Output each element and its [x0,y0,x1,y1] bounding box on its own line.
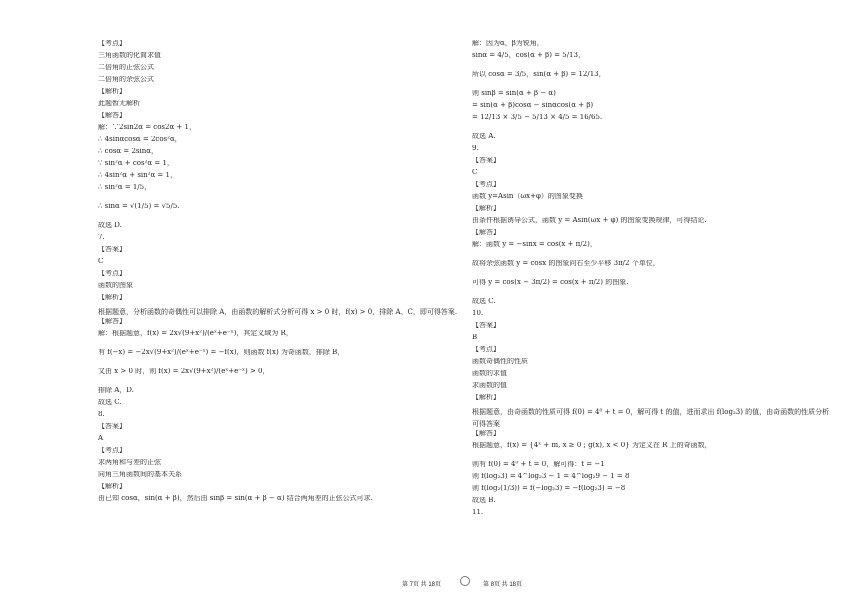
text-line: ∵ sin²α + cos²α = 1， [98,160,174,167]
text-line: 【解答】 [98,112,126,119]
text-line: 排除 A，D. [98,387,134,394]
page-number-left: 第 7页 共 18页 [402,582,442,588]
text-line: 【解析】 [98,294,126,301]
text-line: 解：因为α，β为锐角， [472,40,544,47]
text-line: 【答案】 [472,157,500,164]
text-line: 则 sinβ = sin(α + β − α) [472,90,556,97]
text-line: 函数奇偶性的性质 [472,358,528,365]
page-divider-icon [460,576,470,586]
text-line: 故选 C. [98,399,122,406]
text-line: 【答案】 [472,322,500,329]
text-line: 此题暂无解析 [98,100,140,107]
text-line: 所以 cosα = 3/5，sin(α + β) = 12/13， [472,71,606,78]
text-line: 【解答】 [98,318,126,325]
text-line: 【考点】 [472,346,500,353]
text-line: 三角函数的化简求值 [98,52,161,59]
text-line: 根据题意，由奇函数的性质可得 f(0) = 4⁰ + t = 0，解可得 t 的值，进而求出 f(log₂3) 的值，由奇函数的性质分析可得答案 [472,408,830,428]
text-line: 由已知 cosα，sin(α + β)，然后由 sinβ = sin(α + β − α) 结合两角差的正弦公式可求. [98,495,373,502]
text-line: 则 f(log₂3) = 4^log₂3 − 1 = 4^log₂9 − 1 = 8 [472,473,630,480]
text-line: 故选 B. [472,497,496,504]
text-line: 二倍角的余弦公式 [98,76,154,83]
text-line: C [98,258,104,265]
text-line: 由条件根据诱导公式，函数 y = Asin(ωx + φ) 的图象变换规律，可得结论. [472,217,707,224]
text-line: A [98,435,104,442]
text-line: 解：根据题意，f(x) = 2x√(9+x²)/(eˣ+e⁻ˣ)，其定义域为 R， [98,330,293,337]
text-line: 8. [98,411,105,418]
text-line: 【考点】 [98,447,126,454]
text-line: 故选 D. [98,222,122,229]
text-line: = 12/13 × 3/5 − 5/13 × 4/5 = 16/65. [472,114,603,121]
text-line: 函数的求值 [472,370,507,377]
text-line: 7. [98,234,105,241]
page-number-right: 第 8页 共 18页 [483,582,523,588]
text-line: 求两角和与差的正弦 [98,459,161,466]
text-line: ∴ sinα = √(1/5) = √5/5. [98,203,180,210]
text-line: 【考点】 [472,181,500,188]
text-line: ∴ sin²α = 1/5， [98,184,152,191]
left-column [98,40,462,507]
text-line: ∴ cosα = 2sinα， [98,148,158,155]
text-line: sinα = 4/5，cos(α + β) = 5/13， [472,52,585,59]
text-line: 11. [472,509,484,516]
text-line: ∴ 4sinαcosα = 2cos²α， [98,136,182,143]
text-line: 则有 f(0) = 4⁰ + t = 0，解可得：t = −1 [472,461,605,468]
text-line: 二倍角的正弦公式 [98,64,154,71]
text-line: 根据题意，f(x) = {4ˣ + m, x ≥ 0 ; g(x), x < 0} 为定义在 R 上的奇函数， [472,442,712,449]
text-line: C [472,169,478,176]
text-line: 故选 A. [472,133,496,140]
text-line: 【解析】 [98,88,126,95]
text-line: 故将余弦函数 y = cosx 的图象向右至少平移 3π/2 个单位， [472,260,660,267]
text-line: 可得 y = cos(x − 3π/2) = cos(x + π/2) 的图象. [472,279,629,286]
text-line: 【考点】 [98,270,126,277]
text-line: ∴ 4sin²α + sin²α = 1， [98,172,177,179]
text-line: 【考点】 [98,40,126,47]
text-line: 同角三角函数间的基本关系 [98,471,182,478]
text-line: 【解析】 [98,483,126,490]
text-line: 9. [472,145,479,152]
text-line: 故选 C. [472,298,496,305]
text-line: 又由 x > 0 时，则 f(x) = 2x√(9+x²)/(eˣ+e⁻ˣ) > 0， [98,368,270,375]
text-line: 根据题意，分析函数的奇偶性可以排除 A，由函数的解析式分析可得 x > 0 时，f(x) > 0，排除 A、C，即可得答案. [98,308,458,316]
text-line: 则 f(log₂(1/3)) = f(−log₂3) = −f(log₂3) = −8 [472,485,626,492]
text-line: 10. [472,310,484,317]
text-line: 有 f(−x) = −2x√(9+x²)/(eˣ+e⁻ˣ) = −f(x)，则函数 f(x) 为奇函数，排除 B， [98,349,345,356]
text-line: 【答案】 [98,423,126,430]
text-line: 解：函数 y = −sinx = cos(x + π/2)， [472,241,597,248]
text-line: 【解答】 [472,430,500,437]
text-line: 求函数的值 [472,382,507,389]
right-column [472,40,836,521]
text-line: 函数的图象 [98,282,133,289]
text-line: 解：∵2sin2α = cos2α + 1， [98,124,196,131]
text-line: = sin(α + β)cosα − sinαcos(α + β) [472,102,594,109]
text-line: 【解析】 [472,394,500,401]
text-line: B [472,334,478,341]
text-line: 【解答】 [472,229,500,236]
text-line: 【解析】 [472,205,500,212]
text-line: 函数 y=Asin（ωx+φ）的图象变换 [472,193,583,200]
text-line: 【答案】 [98,246,126,253]
